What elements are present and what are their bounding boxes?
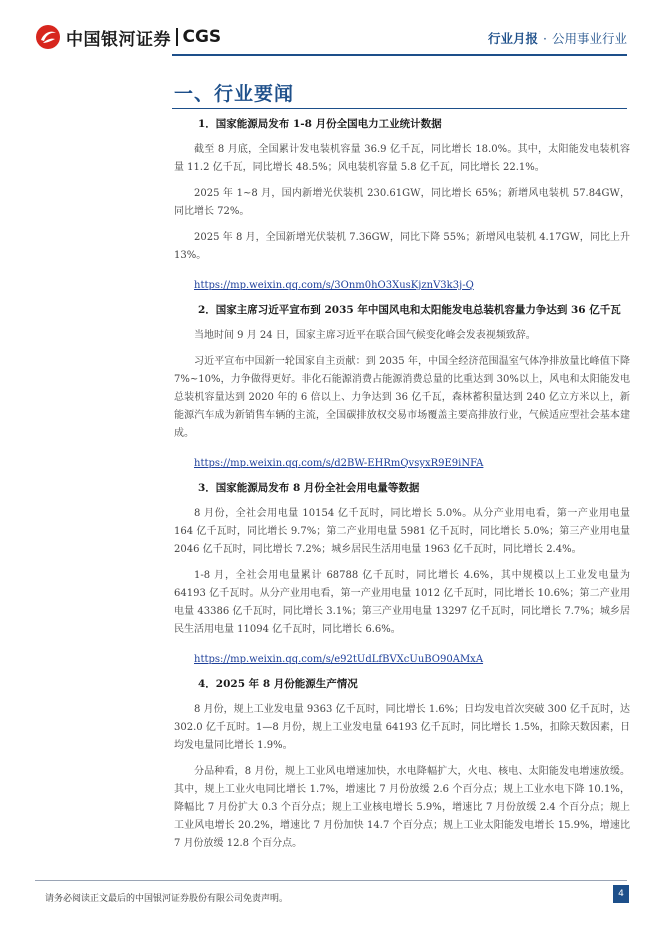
logo-divider (176, 28, 178, 46)
footer-divider (35, 880, 627, 881)
news-item (174, 676, 630, 853)
news-paragraph: 当地时间 9 月 24 日，国家主席习近平在联合国气候变化峰会发表视频致辞。 (194, 330, 536, 341)
source-link[interactable]: https://mp.weixin.qq.com/s/d2BW-EHRmQvsyxR9E9iNFA (194, 458, 484, 469)
news-paragraph: 1-8 月，全社会用电量累计 68788 亿千瓦时，同比增长 4.6%，其中规模以上工业发电量为 64193 亿千瓦时。从分产业用电看，第一产业用电量 1012 亿千瓦时，同比增长 10.6%；第二产业用电量 43386 亿千瓦时，同比增长 3.1%；第三产业用电量 13297 亿千瓦时，同比增长 7.7%；城乡居民生活用电量 11094 亿千瓦时，同比增长 6.6%。 (174, 570, 630, 635)
footer-disclaimer: 请务必阅读正文最后的中国银河证券股份有限公司免责声明。 (45, 894, 289, 904)
news-paragraph: 2025 年 1~8 月，国内新增光伏装机 230.61GW，同比增长 65%；新增风电装机 57.84GW，同比增长 72%。 (174, 188, 630, 217)
cgs-logo-icon (35, 24, 61, 50)
header-separator: · (543, 30, 547, 46)
news-paragraph: 分品种看，8 月份，规上工业风电增速加快，水电降幅扩大，火电、核电、太阳能发电增速放缓。其中，规上工业火电同比增长 1.7%，增速比 7 月份放缓 2.6 个百分点；规上工业水电下降 10.1%，降幅比 7 月份扩大 0.3 个百分点；规上工业核电增长 5.9%，增速比 7 月份放缓 2.4 个百分点；规上工业风电增长 20.2%，增速比 7 月份加快 14.7 个百分点；规上工业太阳能发电增长 15.9%，增速比 7 月份放缓 12.8 个百分点。 (174, 766, 630, 849)
page-header (0, 0, 662, 62)
industry-name: 公用事业行业 (551, 31, 627, 46)
news-title: 2．国家主席习近平宣布到 2035 年中国风电和太阳能发电总装机容量力争达到 36 亿千瓦 (198, 304, 621, 316)
source-link[interactable]: https://mp.weixin.qq.com/s/3Onm0hO3XusKjznV3k3j-Q (194, 280, 474, 291)
page-number: 4 (613, 885, 629, 903)
logo-chinese-name: 中国银河证券 (66, 29, 171, 50)
company-logo (35, 24, 221, 50)
news-title: 1．国家能源局发布 1-8 月份全国电力工业统计数据 (198, 118, 442, 130)
news-title: 3．国家能源局发布 8 月份全社会用电量等数据 (198, 482, 420, 494)
header-divider (172, 54, 627, 56)
news-paragraph: 截至 8 月底，全国累计发电装机容量 36.9 亿千瓦，同比增长 18.0%。其中，太阳能发电装机容量 11.2 亿千瓦，同比增长 48.5%；风电装机容量 5.8 亿千瓦，同比增长 22.1%。 (174, 144, 630, 173)
news-item (174, 302, 630, 480)
news-paragraph: 2025 年 8 月，全国新增光伏装机 7.36GW，同比下降 55%；新增风电装机 4.17GW，同比上升 13%。 (174, 232, 630, 261)
news-title: 4．2025 年 8 月份能源生产情况 (198, 678, 358, 690)
news-content (174, 110, 630, 861)
logo-english-name: CGS (182, 27, 222, 47)
source-link[interactable]: https://mp.weixin.qq.com/s/e92tUdLfBVXcUuBO90AMxA (194, 654, 484, 665)
news-paragraph: 8 月份，全社会用电量 10154 亿千瓦时，同比增长 5.0%。从分产业用电看，第一产业用电量 164 亿千瓦时，同比增长 9.7%；第二产业用电量 5981 亿千瓦时，同比增长 5.0%；第三产业用电量 2046 亿千瓦时，同比增长 7.2%；城乡居民生活用电量 1963 亿千瓦时，同比增长 2.4%。 (174, 508, 630, 555)
news-item (174, 480, 630, 676)
news-item (174, 110, 630, 302)
news-paragraph: 习近平宣布中国新一轮国家自主贡献：到 2035 年，中国全经济范围温室气体净排放量比峰值下降 7%~10%，力争做得更好。非化石能源消费占能源消费总量的比重达到 30%以上，风电和太阳能发电总装机容量达到 2020 年的 6 倍以上、力争达到 36 亿千瓦，森林蓄积量达到 240 亿立方米以上，新能源汽车成为新销售车辆的主流，全国碳排放权交易市场覆盖主要高排放行业，气候适应型社会基本建成。 (174, 356, 630, 439)
report-type: 行业月报 (487, 31, 538, 46)
news-paragraph: 8 月份，规上工业发电量 9363 亿千瓦时，同比增长 1.6%；日均发电首次突破 300 亿千瓦时，达 302.0 亿千瓦时。1—8 月份，规上工业发电量 64193 亿千瓦时，同比增长 1.5%，扣除天数因素，日均发电量同比增长 1.9%。 (174, 704, 630, 751)
section-divider (172, 108, 627, 109)
section-title: 一、行业要闻 (174, 83, 295, 105)
report-category (488, 29, 627, 47)
